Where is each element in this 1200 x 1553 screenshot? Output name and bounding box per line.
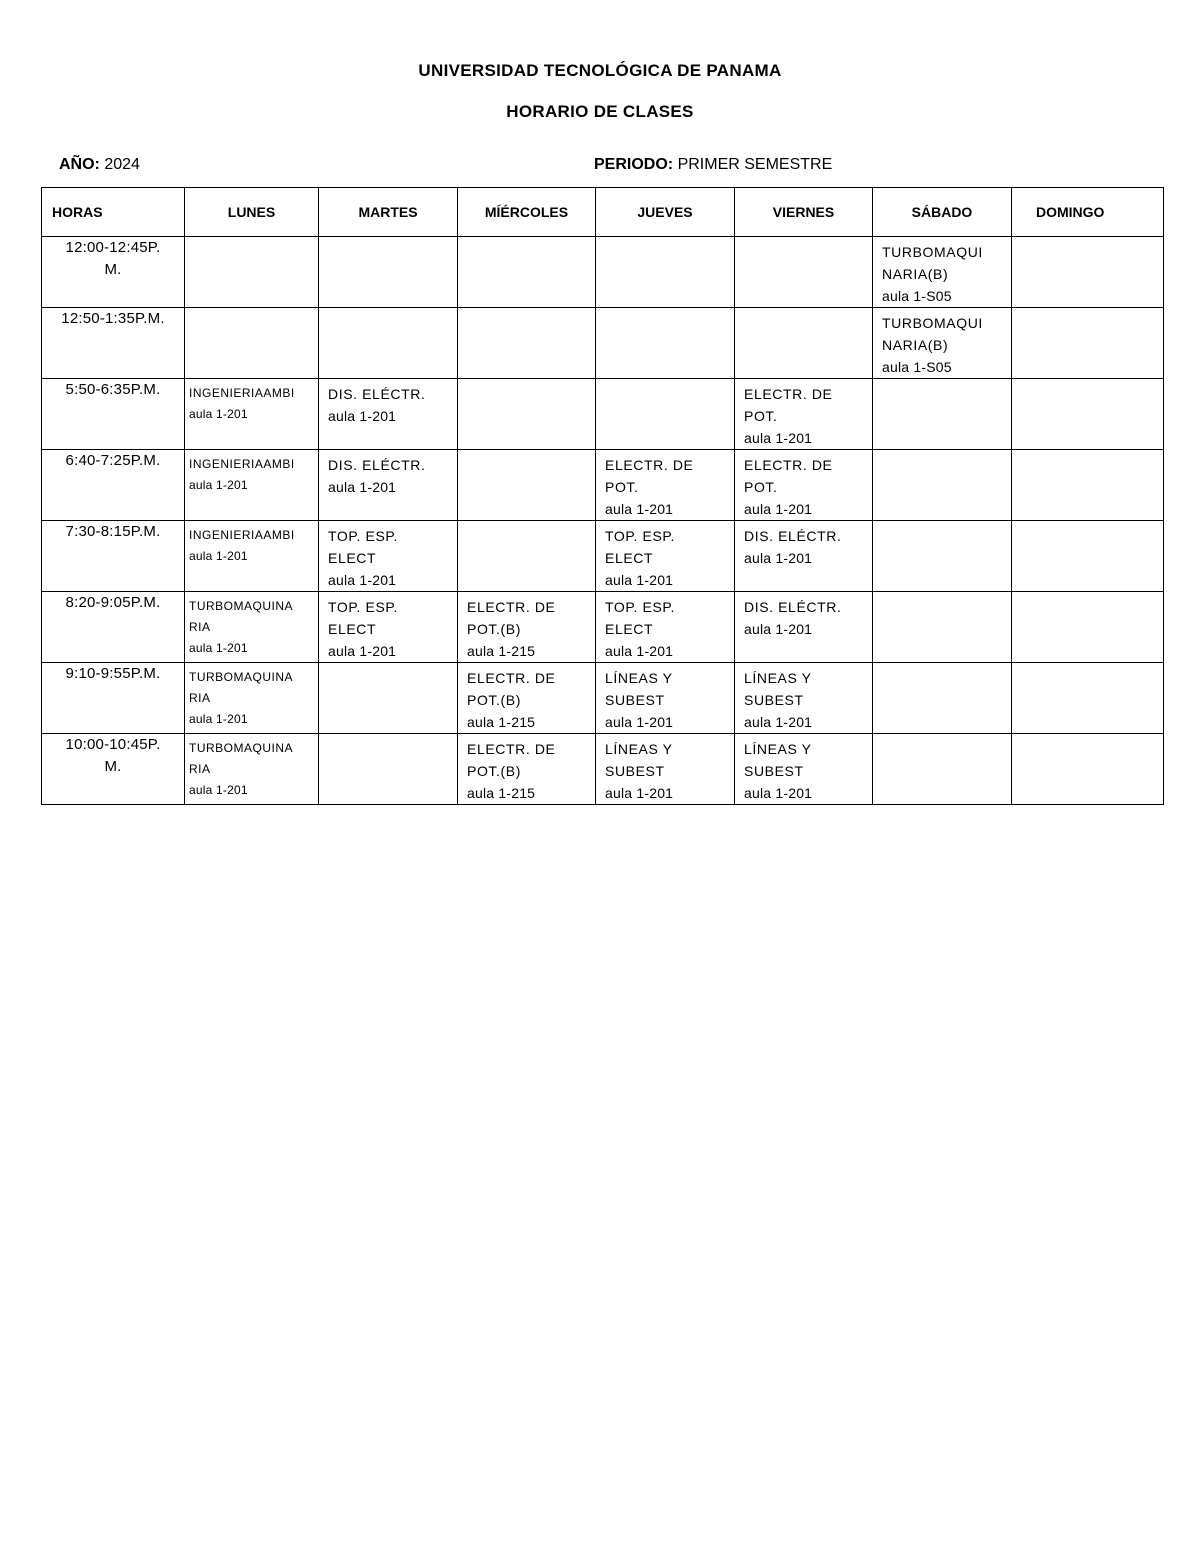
hour-cell [42, 734, 185, 805]
schedule-cell [735, 734, 873, 805]
course-text: POT. [744, 408, 778, 424]
course-text: POT.(B) [467, 763, 521, 779]
class-entry [319, 521, 457, 591]
course-text: ELECTR. DE [467, 670, 556, 686]
table-row [42, 450, 1164, 521]
schedule-cell [873, 734, 1012, 805]
classroom-text: aula 1-201 [328, 479, 397, 495]
course-text: ELECTR. DE [744, 386, 833, 402]
hour-text: 7:30-8:15P.M. [65, 523, 161, 540]
schedule-cell [458, 663, 596, 734]
schedule-cell [319, 521, 458, 592]
class-entry [1012, 521, 1163, 525]
column-header-domingo: DOMINGO [1012, 188, 1164, 237]
class-entry [319, 379, 457, 427]
course-text: TOP. ESP. [328, 599, 398, 615]
class-entry [185, 379, 318, 425]
class-entry [735, 450, 872, 520]
course-text: ELECTR. DE [467, 741, 556, 757]
schedule-cell [873, 663, 1012, 734]
column-header-miercoles: MÍÉRCOLES [458, 188, 596, 237]
class-entry [596, 592, 734, 662]
schedule-cell [458, 379, 596, 450]
class-entry [458, 308, 595, 312]
course-text: INGENIERIAAMBI [189, 528, 295, 542]
class-entry [596, 379, 734, 383]
course-text: LÍNEAS Y [744, 741, 812, 757]
schedule-cell [185, 521, 319, 592]
schedule-cell [185, 237, 319, 308]
classroom-text: aula 1-201 [605, 643, 674, 659]
schedule-cell [458, 450, 596, 521]
period-field [594, 156, 832, 174]
table-row [42, 379, 1164, 450]
course-text: POT. [605, 479, 639, 495]
hour-cell [42, 308, 185, 379]
schedule-cell [458, 734, 596, 805]
class-entry [873, 308, 1011, 378]
schedule-cell [319, 237, 458, 308]
classroom-text: aula 1-201 [189, 712, 248, 726]
classroom-text: aula 1-S05 [882, 359, 952, 375]
hour-text: 9:10-9:55P.M. [65, 665, 161, 682]
classroom-text: aula 1-201 [328, 408, 397, 424]
class-entry [1012, 237, 1163, 241]
university-title: UNIVERSIDAD TECNOLÓGICA DE PANAMA [418, 61, 782, 80]
course-text: TURBOMAQUINA [189, 670, 294, 684]
hour-cell [42, 379, 185, 450]
course-text: DIS. ELÉCTR. [744, 528, 842, 544]
course-text: TOP. ESP. [605, 528, 675, 544]
schedule-cell [1012, 379, 1164, 450]
class-entry [185, 450, 318, 496]
course-text: TURBOMAQUI [882, 315, 983, 331]
classroom-text: aula 1-201 [744, 430, 813, 446]
course-text: INGENIERIAAMBI [189, 386, 295, 400]
class-entry [596, 663, 734, 733]
course-text: RIA [189, 691, 211, 705]
class-entry [735, 592, 872, 640]
class-entry [319, 450, 457, 498]
hour-text: 12:50-1:35P.M. [61, 310, 165, 327]
schedule-cell [319, 379, 458, 450]
course-text: SUBEST [605, 763, 665, 779]
class-entry [735, 734, 872, 804]
class-entry [1012, 379, 1163, 383]
course-text: LÍNEAS Y [605, 670, 673, 686]
course-text: TURBOMAQUI [882, 244, 983, 260]
hour-text: 12:00-12:45P. [65, 239, 161, 256]
schedule-cell [185, 308, 319, 379]
table-row [42, 308, 1164, 379]
class-entry [1012, 592, 1163, 596]
course-text: POT.(B) [467, 621, 521, 637]
schedule-cell [873, 521, 1012, 592]
course-text: DIS. ELÉCTR. [328, 386, 426, 402]
course-text: LÍNEAS Y [744, 670, 812, 686]
class-entry [873, 663, 1011, 667]
classroom-text: aula 1-215 [467, 643, 536, 659]
schedule-cell [1012, 592, 1164, 663]
class-entry [319, 237, 457, 241]
class-entry [458, 237, 595, 241]
schedule-cell [319, 663, 458, 734]
classroom-text: aula 1-201 [605, 501, 674, 517]
schedule-cell [735, 663, 873, 734]
classroom-text: aula 1-201 [744, 501, 813, 517]
classroom-text: aula 1-201 [744, 621, 813, 637]
hour-text: 10:00-10:45P. [65, 736, 161, 753]
schedule-cell [1012, 663, 1164, 734]
hour-cell [42, 450, 185, 521]
schedule-cell [319, 308, 458, 379]
schedule-cell [873, 592, 1012, 663]
class-entry [596, 521, 734, 591]
period-value: PRIMER SEMESTRE [677, 156, 833, 173]
course-text: TOP. ESP. [605, 599, 675, 615]
class-entry [458, 663, 595, 733]
classroom-text: aula 1-201 [605, 714, 674, 730]
course-text: ELECTR. DE [744, 457, 833, 473]
course-text: SUBEST [744, 763, 804, 779]
schedule-cell [596, 663, 735, 734]
schedule-cell [735, 237, 873, 308]
class-entry [458, 592, 595, 662]
schedule-cell [873, 237, 1012, 308]
class-entry [319, 734, 457, 738]
class-entry [735, 379, 872, 449]
course-text: ELECTR. DE [467, 599, 556, 615]
classroom-text: aula 1-201 [189, 407, 248, 421]
class-entry [1012, 450, 1163, 454]
table-row [42, 663, 1164, 734]
course-text: ELECT [605, 621, 654, 637]
course-text: LÍNEAS Y [605, 741, 673, 757]
schedule-cell [596, 592, 735, 663]
class-entry [458, 450, 595, 454]
class-entry [873, 734, 1011, 738]
schedule-cell [185, 379, 319, 450]
schedule-table [41, 187, 1164, 805]
class-entry [185, 237, 318, 241]
class-entry [185, 521, 318, 567]
year-label: AÑO: [59, 156, 100, 173]
class-entry [319, 663, 457, 667]
class-entry [319, 592, 457, 662]
class-entry [873, 237, 1011, 307]
course-text: POT. [744, 479, 778, 495]
course-text: TURBOMAQUINA [189, 741, 294, 755]
class-entry [735, 663, 872, 733]
schedule-cell [596, 237, 735, 308]
classroom-text: aula 1-201 [189, 783, 248, 797]
schedule-cell [735, 521, 873, 592]
course-text: TOP. ESP. [328, 528, 398, 544]
classroom-text: aula 1-201 [744, 714, 813, 730]
hour-cell [42, 663, 185, 734]
table-row [42, 237, 1164, 308]
schedule-cell [319, 450, 458, 521]
class-entry [458, 521, 595, 525]
class-entry [596, 237, 734, 241]
schedule-cell [319, 592, 458, 663]
course-text: NARIA(B) [882, 337, 949, 353]
course-text: ELECT [605, 550, 654, 566]
schedule-cell [185, 450, 319, 521]
classroom-text: aula 1-201 [189, 641, 248, 655]
class-entry [596, 308, 734, 312]
class-entry [1012, 308, 1163, 312]
schedule-cell [735, 450, 873, 521]
schedule-body [42, 237, 1164, 805]
hour-cell [42, 237, 185, 308]
schedule-cell [735, 379, 873, 450]
classroom-text: aula 1-215 [467, 785, 536, 801]
hour-cell [42, 592, 185, 663]
class-entry [185, 734, 318, 801]
schedule-cell [873, 308, 1012, 379]
classroom-text: aula 1-201 [744, 785, 813, 801]
class-entry [873, 450, 1011, 454]
class-entry [873, 379, 1011, 383]
classroom-text: aula 1-201 [189, 549, 248, 563]
course-text: RIA [189, 762, 211, 776]
header-row [42, 188, 1164, 237]
classroom-text: aula 1-201 [605, 572, 674, 588]
course-text: INGENIERIAAMBI [189, 457, 295, 471]
class-entry [735, 308, 872, 312]
classroom-text: aula 1-201 [744, 550, 813, 566]
classroom-text: aula 1-201 [189, 478, 248, 492]
course-text: POT.(B) [467, 692, 521, 708]
classroom-text: aula 1-215 [467, 714, 536, 730]
schedule-cell [185, 663, 319, 734]
class-entry [185, 592, 318, 659]
column-header-jueves: JUEVES [596, 188, 735, 237]
schedule-cell [735, 592, 873, 663]
class-entry [735, 521, 872, 569]
hour-text: 6:40-7:25P.M. [65, 452, 161, 469]
schedule-cell [185, 734, 319, 805]
class-entry [596, 450, 734, 520]
schedule-cell [1012, 521, 1164, 592]
column-header-horas: HORAS [42, 188, 185, 237]
class-entry [185, 308, 318, 312]
course-text: ELECT [328, 621, 377, 637]
column-header-sabado: SÁBADO [873, 188, 1012, 237]
table-row [42, 592, 1164, 663]
schedule-cell [873, 450, 1012, 521]
schedule-cell [596, 521, 735, 592]
class-entry [873, 521, 1011, 525]
table-row [42, 734, 1164, 805]
schedule-cell [458, 237, 596, 308]
class-entry [1012, 663, 1163, 667]
class-entry [596, 734, 734, 804]
hour-cell [42, 521, 185, 592]
schedule-cell [1012, 237, 1164, 308]
classroom-text: aula 1-201 [328, 643, 397, 659]
schedule-cell [458, 592, 596, 663]
period-label: PERIODO: [594, 156, 674, 173]
year-value: 2024 [104, 156, 140, 173]
course-text: SUBEST [605, 692, 665, 708]
hour-text: 8:20-9:05P.M. [65, 594, 161, 611]
schedule-cell [873, 379, 1012, 450]
schedule-cell [1012, 308, 1164, 379]
schedule-cell [1012, 450, 1164, 521]
course-text: DIS. ELÉCTR. [744, 599, 842, 615]
course-text: RIA [189, 620, 211, 634]
hour-text: 5:50-6:35P.M. [65, 381, 161, 398]
schedule-title: HORARIO DE CLASES [506, 102, 694, 121]
class-entry [319, 308, 457, 312]
course-text: SUBEST [744, 692, 804, 708]
hour-text: M. [104, 758, 122, 775]
schedule-cell [596, 450, 735, 521]
course-text: TURBOMAQUINA [189, 599, 294, 613]
course-text: ELECTR. DE [605, 457, 694, 473]
year-field [59, 156, 140, 174]
class-entry [1012, 734, 1163, 738]
column-header-lunes: LUNES [185, 188, 319, 237]
column-header-viernes: VIERNES [735, 188, 873, 237]
schedule-cell [458, 308, 596, 379]
class-entry [458, 379, 595, 383]
schedule-cell [458, 521, 596, 592]
class-entry [185, 663, 318, 730]
schedule-cell [596, 734, 735, 805]
schedule-cell [596, 379, 735, 450]
course-text: ELECT [328, 550, 377, 566]
classroom-text: aula 1-S05 [882, 288, 952, 304]
schedule-cell [735, 308, 873, 379]
hour-text: M. [104, 261, 122, 278]
schedule-cell [319, 734, 458, 805]
column-header-martes: MARTES [319, 188, 458, 237]
table-row [42, 521, 1164, 592]
class-entry [735, 237, 872, 241]
classroom-text: aula 1-201 [328, 572, 397, 588]
schedule-cell [185, 592, 319, 663]
schedule-cell [596, 308, 735, 379]
course-text: NARIA(B) [882, 266, 949, 282]
course-text: DIS. ELÉCTR. [328, 457, 426, 473]
class-entry [458, 734, 595, 804]
schedule-cell [1012, 734, 1164, 805]
class-entry [873, 592, 1011, 596]
classroom-text: aula 1-201 [605, 785, 674, 801]
